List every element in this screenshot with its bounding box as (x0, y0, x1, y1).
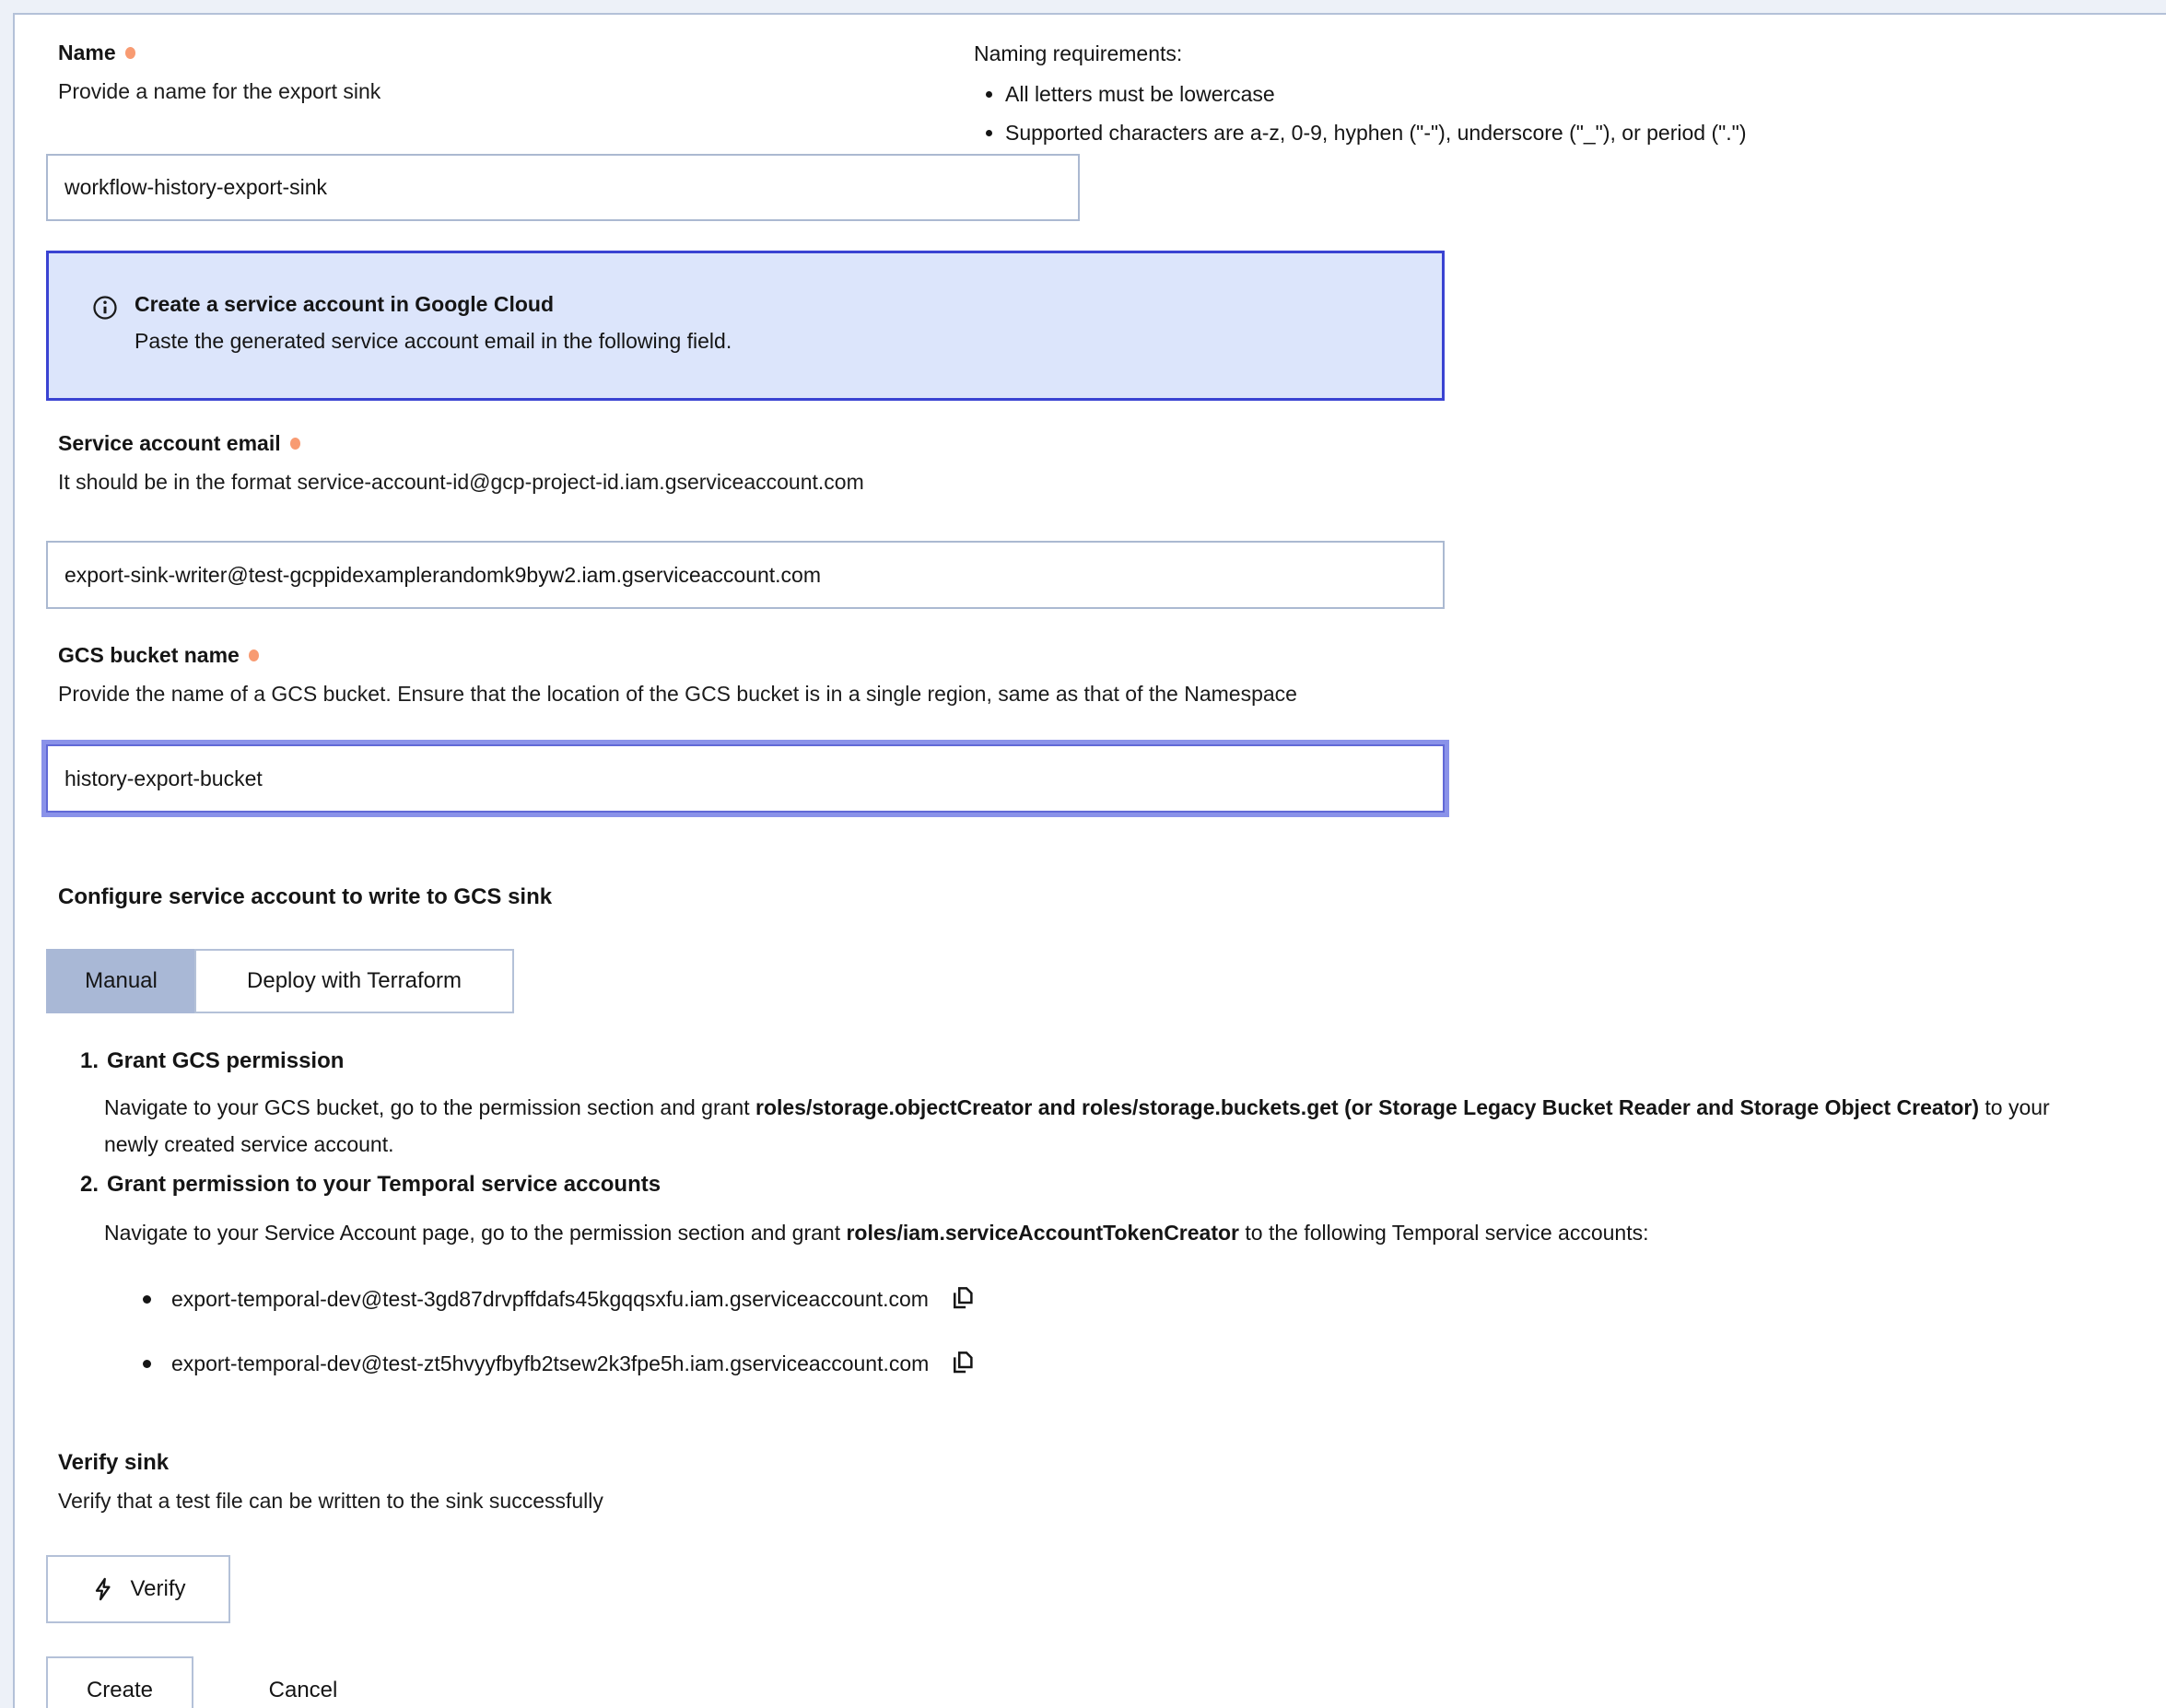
info-title: Create a service account in Google Cloud (135, 292, 555, 316)
required-dot (249, 649, 259, 661)
service-account-info-box (46, 251, 1445, 401)
name-input[interactable] (46, 154, 1080, 221)
step-body-text: Navigate to your Service Account page, go to the permission section and grant (104, 1221, 847, 1245)
step-title: Grant permission to your Temporal service accounts (107, 1172, 662, 1197)
tab-deploy-with-terraform[interactable]: Deploy with Terraform (194, 949, 514, 1013)
info-icon (91, 294, 119, 327)
gcs-bucket-name-description: Provide the name of a GCS bucket. Ensure that the location of the GCS bucket is in a single region, same as that of the Namespace (58, 682, 1297, 706)
step-title: Grant GCS permission (107, 1048, 345, 1073)
cancel-button[interactable]: Cancel (225, 1656, 381, 1708)
step-body-text: to the following Temporal service accounts: (1239, 1221, 1649, 1245)
step-2-heading (80, 1172, 661, 1198)
step-number: 2. (80, 1172, 100, 1197)
verify-sink-description: Verify that a test file can be written to the sink successfully (58, 1489, 603, 1513)
gcs-bucket-name-label (58, 643, 259, 668)
bullet-dot (143, 1360, 151, 1368)
temporal-service-account-email: export-temporal-dev@test-3gd87drvpffdafs45kgqqsxfu.iam.gserviceaccount.com (171, 1286, 929, 1311)
copy-email-button[interactable] (949, 1349, 977, 1379)
temporal-service-account-email: export-temporal-dev@test-zt5hvyyfbyfb2tsew2k3fpe5h.iam.gserviceaccount.com (171, 1351, 930, 1375)
step-body-text: to your newly created service account. (104, 1095, 2050, 1156)
name-description: Provide a name for the export sink (58, 79, 381, 103)
temporal-service-account-list (143, 1282, 977, 1411)
service-account-email-label (58, 431, 300, 456)
required-dot (125, 47, 135, 59)
verify-button[interactable] (46, 1555, 230, 1623)
name-label-text: Name (58, 41, 116, 64)
info-text (135, 290, 732, 355)
step-body-bold: roles/storage.objectCreator and roles/storage.buckets.get (or Storage Legacy Bucket Reader and Storage Object Creator) (755, 1095, 1979, 1119)
gcs-bucket-name-input[interactable] (46, 744, 1445, 813)
gcs-bucket-name-label-text: GCS bucket name (58, 643, 240, 667)
naming-requirement-item: • Supported characters are a-z, 0-9, hyphen ("-"), underscore ("_"), or period (".") (1005, 120, 2116, 146)
bullet-dot (143, 1295, 151, 1304)
configure-section-title: Configure service account to write to GCS sink (58, 884, 553, 909)
info-body: Paste the generated service account email in the following field. (135, 329, 732, 353)
step-1-body (104, 1089, 2099, 1163)
copy-email-button[interactable] (949, 1284, 977, 1315)
create-button[interactable]: Create (46, 1656, 193, 1708)
copy-icon (949, 1349, 977, 1379)
list-item (143, 1347, 977, 1380)
verify-sink-title: Verify sink (58, 1450, 170, 1475)
verify-button-label: Verify (130, 1576, 186, 1601)
naming-requirement-item: • All letters must be lowercase (1005, 81, 2116, 108)
copy-icon (949, 1284, 977, 1315)
export-sink-form-card (13, 13, 2166, 1708)
step-2-body (104, 1214, 1648, 1251)
required-dot (290, 438, 300, 450)
service-account-email-label-text: Service account email (58, 431, 281, 455)
naming-requirements (974, 41, 2116, 158)
step-body-bold: roles/iam.serviceAccountTokenCreator (846, 1221, 1239, 1245)
name-label (58, 41, 135, 65)
step-body-text: Navigate to your GCS bucket, go to the permission section and grant (104, 1095, 755, 1119)
configure-tabs (46, 949, 514, 1013)
naming-requirements-title: Naming requirements: (974, 41, 1183, 65)
service-account-email-description: It should be in the format service-account-id@gcp-project-id.iam.gserviceaccount.com (58, 470, 864, 494)
tab-manual[interactable]: Manual (46, 949, 196, 1013)
lightning-bolt-icon (90, 1576, 116, 1602)
step-1-heading (80, 1048, 344, 1074)
service-account-email-input[interactable] (46, 541, 1445, 609)
list-item (143, 1282, 977, 1316)
step-number: 1. (80, 1048, 100, 1073)
